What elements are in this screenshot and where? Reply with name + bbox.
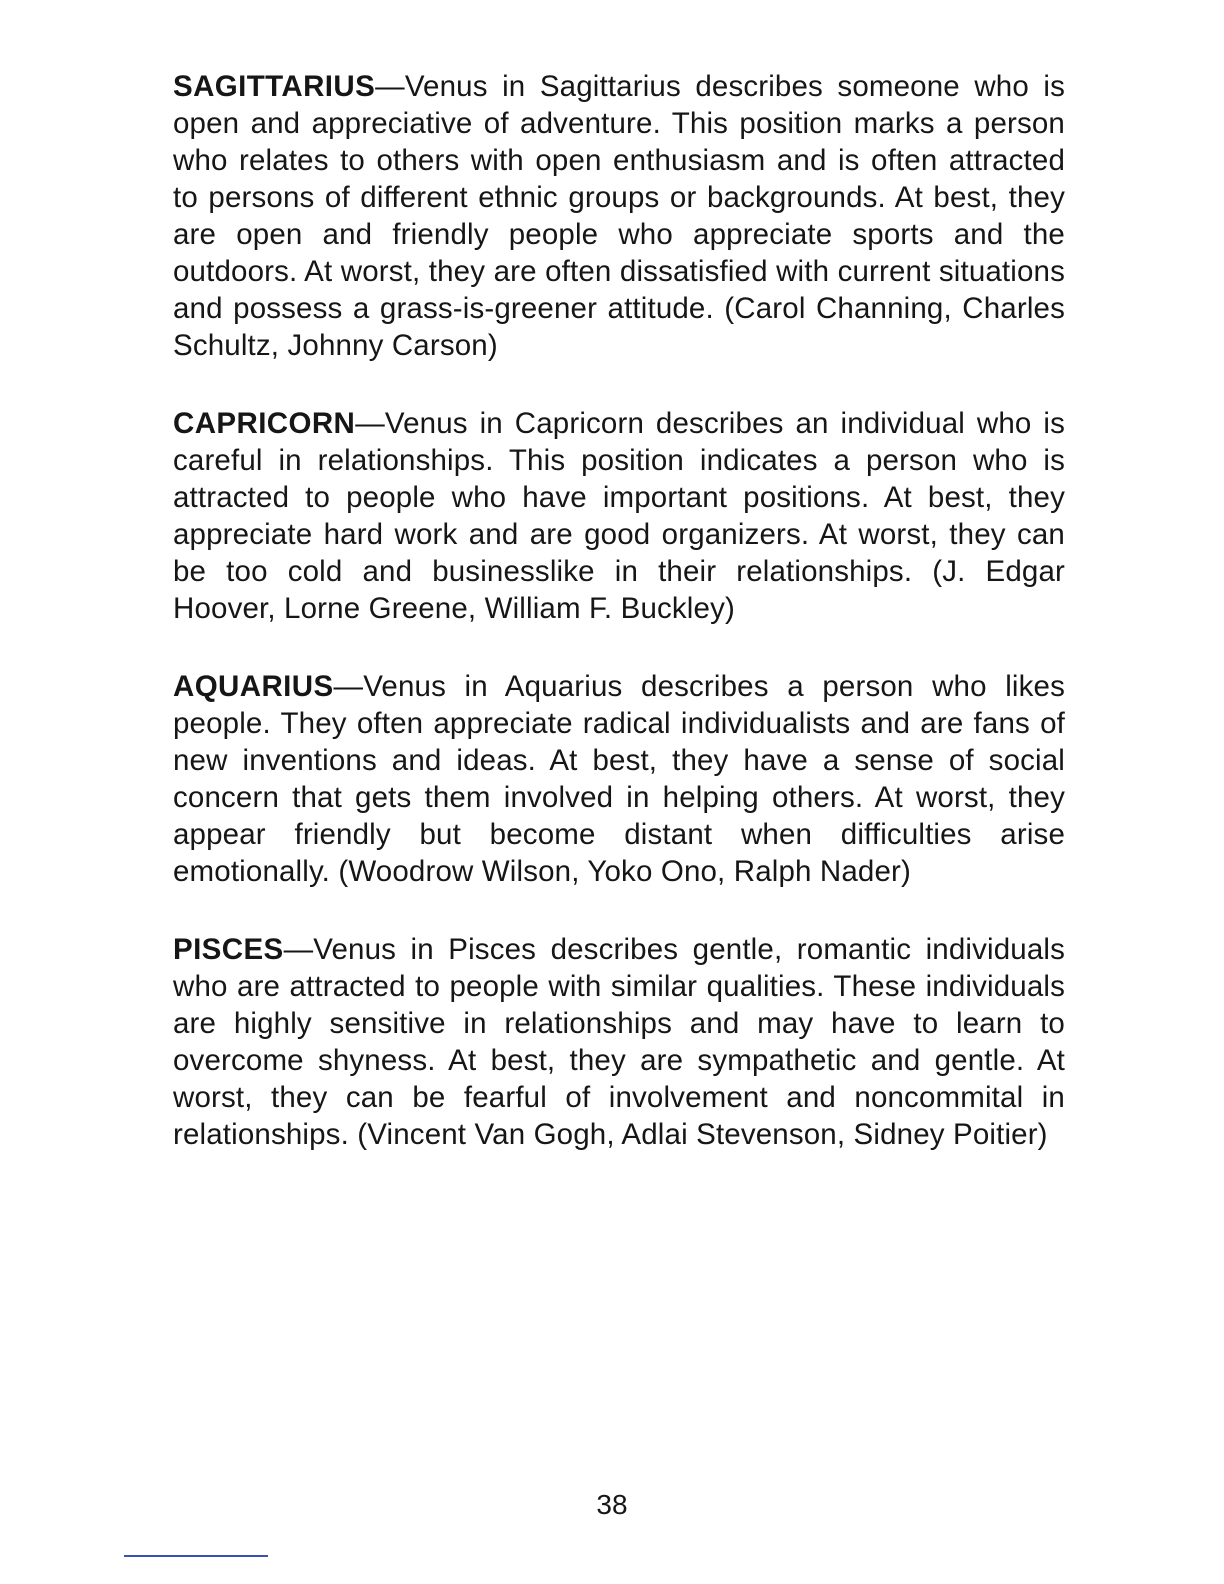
entry-text: —Venus in Pisces describes gentle, romantic individuals who are attracted to people with similar qualities. These individuals are highly sensitive in relationships and may have to learn to overcome shyness. At best, they are sympathetic and gentle. At worst, they can be fearful of involvement and noncommital in relationships. (Vincent Van Gogh, Adlai Stevenson, Sidney Poitier) [173,933,1065,1151]
entry-text: —Venus in Capricorn describes an individual who is careful in relationships. This position indicates a person who is attracted to people who have important positions. At best, they appreciate hard work and are good organizers. At worst, they can be too cold and businesslike in their relationships. (J. Edgar Hoover, Lorne Greene, William F. Buckley) [173,407,1065,625]
body-text [173,68,1065,1194]
scan-edge-line [124,1555,268,1557]
sign-heading: SAGITTARIUS [173,70,376,103]
entry-text: —Venus in Aquarius describes a person who likes people. They often appreciate radical individualists and are fans of new inventions and ideas. At best, they have a sense of social concern that gets them involved in helping others. At worst, they appear friendly but become distant when difficulties arise emotionally. (Woodrow Wilson, Yoko Ono, Ralph Nader) [173,670,1065,888]
sign-heading: AQUARIUS [173,670,334,703]
entry-aquarius [173,668,1065,890]
entry-capricorn [173,405,1065,627]
sign-heading: CAPRICORN [173,407,356,440]
entry-sagittarius [173,68,1065,364]
entry-text: —Venus in Sagittarius describes someone who is open and appreciative of adventure. This position marks a person who relates to others with open enthusiasm and is often attracted to persons of different ethnic groups or backgrounds. At best, they are open and friendly people who appreciate sports and the outdoors. At worst, they are often dissatisfied with current situations and possess a grass-is-greener attitude. (Carol Channing, Charles Schultz, Johnny Carson) [173,70,1065,362]
page-number: 38 [596,1489,628,1520]
entry-pisces [173,931,1065,1153]
sign-heading: PISCES [173,933,284,966]
